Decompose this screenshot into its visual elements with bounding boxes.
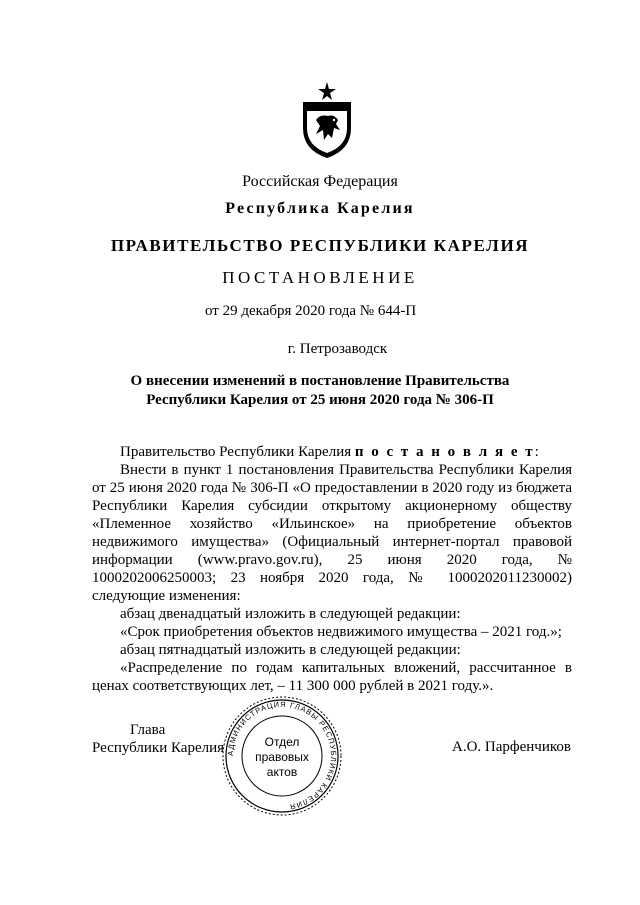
subject-line-1: О внесении изменений в постановление Правительства [130, 373, 510, 389]
signatory-title-line-1: Глава [130, 722, 166, 738]
paragraph-main-changes: Внести в пункт 1 постановления Правительства Республики Карелия от 25 июня 2020 года № 306-П «О предоставлении в 2020 году из бюджета Республики Карелия субсидии открытому акционерному обществу «Племенное хозяйство «Ильинское» на приобретение объектов недвижимого имущества» (Официальный интернет-портал правовой информации (www.pravo.gov.ru), 25 июня 2020 года, № 1000202006250003; 23 ноября 2020 года, № 1000202011230002) следующие изменения: [92, 462, 572, 604]
stamp-ring-text: АДМИНИСТРАЦИЯ ГЛАВЫ РЕСПУБЛИКИ КАРЕЛИЯ [225, 699, 339, 812]
document-city: г. Петрозаводск [287, 341, 388, 357]
intro-prefix: Правительство Республики Карелия [120, 444, 355, 460]
document-subject [0, 372, 640, 410]
document-type: ПОСТАНОВЛЕНИЕ [222, 268, 418, 287]
karelia-emblem-icon [298, 80, 356, 160]
signatory-title [92, 721, 224, 757]
signatory-title-line-2: Республики Карелия [92, 740, 225, 756]
country-name: Российская Федерация [242, 173, 398, 190]
government-title: ПРАВИТЕЛЬСТВО РЕСПУБЛИКИ КАРЕЛИЯ [110, 236, 530, 255]
stamp-seal-icon [220, 694, 344, 818]
stamp-line-1: Отдел [264, 735, 300, 749]
document-date-number: от 29 декабря 2020 года № 644-П [205, 303, 417, 319]
stamp-line-2: правовых [255, 750, 309, 764]
republic-name: Республика Карелия [225, 200, 415, 217]
coat-of-arms-emblem [298, 80, 356, 160]
paragraph-fifteenth-text: «Распределение по годам капитальных вложений, рассчитанное в ценах соответствующих лет, – 11 300 000 рублей в 2021 году.». [92, 660, 572, 694]
paragraph-fifteenth-intro: абзац пятнадцатый изложить в следующей редакции: [120, 642, 461, 658]
official-stamp [220, 694, 344, 818]
intro-suffix: : [534, 444, 539, 460]
document-body [92, 443, 572, 695]
paragraph-twelfth-intro: абзац двенадцатый изложить в следующей редакции: [120, 606, 461, 622]
stamp-line-3: актов [266, 765, 298, 779]
subject-line-2: Республики Карелия от 25 июня 2020 года № 306-П [146, 392, 494, 408]
paragraph-twelfth-text: «Срок приобретения объектов недвижимого имущества – 2021 год.»; [120, 624, 562, 640]
intro-decree-word: п о с т а н о в л я е т [354, 444, 535, 460]
signatory-name: А.О. Парфенчиков [452, 739, 571, 755]
intro-paragraph [92, 443, 572, 461]
